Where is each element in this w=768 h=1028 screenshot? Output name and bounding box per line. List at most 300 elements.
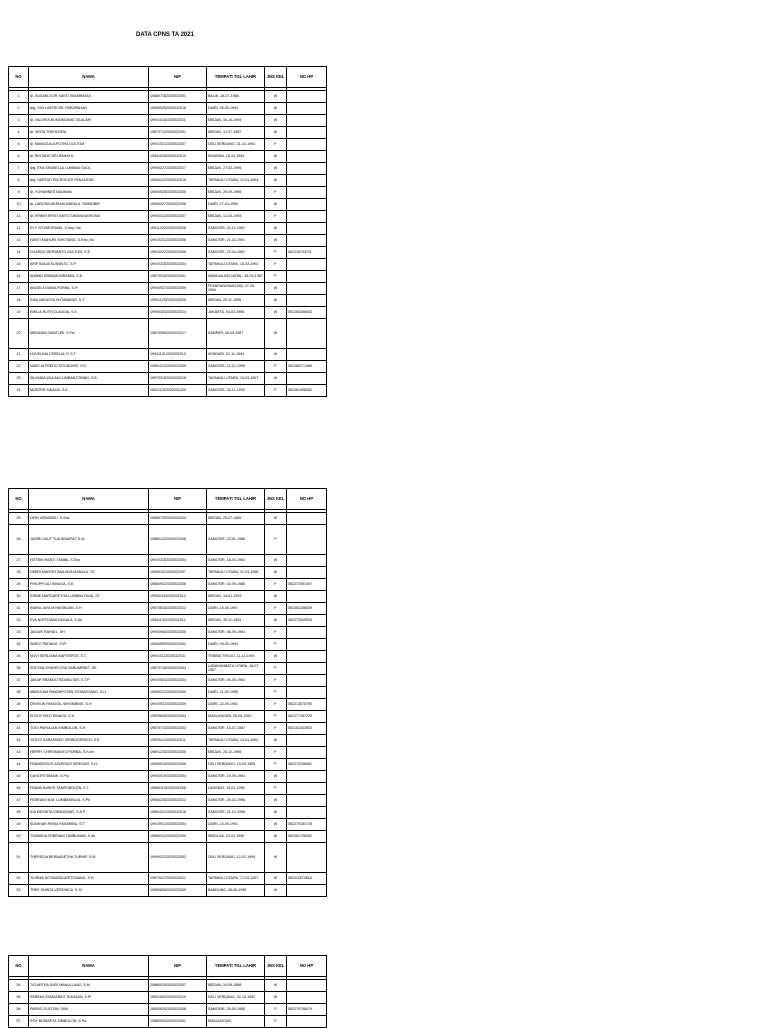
cell-ttl: MEDAN, 16-10-1994 (207, 115, 265, 127)
cell-nip: 198809192020032007 (149, 980, 207, 992)
cell-ttl: LANGKAT, 19-01-1996 (207, 783, 265, 795)
cell-jk: P (265, 747, 287, 759)
cell-nip: 199503042020032014 (149, 307, 207, 319)
cell-hp (287, 651, 327, 663)
cell-ttl: SAMOSIR, 21-02-1991 (207, 235, 265, 247)
cell-hp (287, 663, 327, 675)
cell-nama: SOFYAN SYAHPUTRA SARUMPAET, SE (29, 663, 149, 675)
cell-nama: INDRA JAYA M HASIBUAN, S.H (29, 603, 149, 615)
cell-nip: 199602242020032009 (149, 831, 207, 843)
header-row (9, 956, 327, 977)
cell-nip: 199502212020031009 (149, 687, 207, 699)
table-row (9, 163, 327, 175)
cell-jk: P (265, 139, 287, 151)
table-row (9, 663, 327, 675)
cell-ttl: DAIRI, 15-08-1997 (207, 603, 265, 615)
cell-jk: P (265, 247, 287, 259)
table-row (9, 199, 327, 211)
cell-nip: 199112202020032008 (149, 223, 207, 235)
cell-jk: W (265, 127, 287, 139)
cell-hp: 082211874816 (287, 873, 327, 885)
cell-ttl: DAIRI, 22-09-1992 (207, 699, 265, 711)
cell-nip: 199301162020032012 (149, 591, 207, 603)
cell-ttl: SIBOLGA, 24-02-1996 (207, 831, 265, 843)
cell-jk: W (265, 307, 287, 319)
cell-nama: YESSY SARASWATI SIRINGORINGO, S.E. (29, 735, 149, 747)
cell-jk: P (265, 663, 287, 675)
cell-no: 39 (9, 699, 29, 711)
cell-no: 41 (9, 723, 29, 735)
cell-no: 53 (9, 885, 29, 897)
cell-nama: DEIN VERAWATI, S.Sos (29, 513, 149, 525)
cell-nama: dr. ERWIN KRISTIANTO SIMANGUNSONG (29, 211, 149, 223)
cell-no: 16 (9, 271, 29, 283)
header-ttl: TEMPATI TGL LAHIR (207, 956, 265, 977)
cell-nama: dr. MANGGALA PUTRA GULTOM (29, 139, 149, 151)
cell-nama: SUMIHAR RISNA PASARIBU, S.T. (29, 819, 149, 831)
cell-nama: TIOMAIDA FEBRIANI TAMBUNAN, S.Ak (29, 831, 149, 843)
cell-nama: SIMEO PADANG, S.Pt (29, 639, 149, 651)
cell-nama: EVA NOPITAMIA SAGALA, S.Ak (29, 615, 149, 627)
cell-hp (287, 295, 327, 307)
table-row (9, 115, 327, 127)
cell-hp (287, 283, 327, 295)
cell-nama: TIURMA HOTMAIDA ARITONANG, S.H. (29, 873, 149, 885)
cell-jk: P (265, 639, 287, 651)
cell-ttl: MEDAN, 29-11-1995 (207, 295, 265, 307)
cell-nip: 199410182020032010 (149, 151, 207, 163)
cell-nama: drg. VIVI LINITRI BR. PARAPAHAN (29, 103, 149, 115)
cell-jk: P (265, 687, 287, 699)
table-row (9, 639, 327, 651)
cell-jk: P (265, 579, 287, 591)
header-jk: JNS KEL (265, 489, 287, 510)
cell-hp (287, 115, 327, 127)
cell-no: 2 (9, 103, 29, 115)
cell-hp (287, 843, 327, 873)
cell-no: 14 (9, 247, 29, 259)
cell-nip: 199601192020031006 (149, 783, 207, 795)
cell-nama: PARNO GULTOM, SKM (29, 1004, 149, 1016)
table-row (9, 373, 327, 385)
cell-nama: ROY BUDIARTA SIMBOLON, S.Pa. (29, 1016, 149, 1028)
cell-no: 46 (9, 783, 29, 795)
cell-nip: 199203182020031004 (149, 259, 207, 271)
table-row (9, 567, 327, 579)
cell-no: 7 (9, 163, 29, 175)
cell-no: 12 (9, 223, 29, 235)
table-row (9, 259, 327, 271)
cell-nip: 199508082020032009 (149, 885, 207, 897)
cell-no: 40 (9, 711, 29, 723)
table-row (9, 1004, 327, 1016)
header-nip: NIP (149, 67, 207, 88)
cell-nama: HERRY CHRISMANTO PURBA, S.Kom (29, 747, 149, 759)
cell-jk: W (265, 873, 287, 885)
cell-jk: P (265, 211, 287, 223)
table-row (9, 91, 327, 103)
cell-ttl: DAIRI, 21-02-1995 (207, 687, 265, 699)
table-row (9, 271, 327, 283)
cell-nama: FRANS BAKER TAMPUBOLON, S.T. (29, 783, 149, 795)
cell-nama: drg. HARTATI RIA ROGATI PANJAITAN (29, 175, 149, 187)
cell-nip: 199209222020031009 (149, 699, 207, 711)
cell-no: 33 (9, 627, 29, 639)
cell-hp (287, 175, 327, 187)
table-row (9, 513, 327, 525)
cell-jk: W (265, 163, 287, 175)
cell-nama: FRANSISKUS XAVERIUS SIREGAR, S.H (29, 759, 149, 771)
cell-nip: 199304122020031007 (149, 211, 207, 223)
table-row (9, 1016, 327, 1028)
cell-ttl: EMALUNGUN, 05-06-1992 (207, 711, 265, 723)
cell-no: 56 (9, 1004, 29, 1016)
cell-nip: 199102212020032008 (149, 235, 207, 247)
cell-jk: P (265, 723, 287, 735)
cell-nip: 198809042020031002 (149, 1016, 207, 1028)
cell-jk: P (265, 1016, 287, 1028)
cell-hp (287, 885, 327, 897)
cell-nama: NAEK ALFREDO SITUNGKIR, S.E. (29, 361, 149, 373)
cell-jk: W (265, 319, 287, 349)
cell-nip: 198601232020031006 (149, 525, 207, 555)
cell-jk: W (265, 615, 287, 627)
cell-nama: TREE SHINTA VERONICA, S.Si (29, 885, 149, 897)
cell-nama: DENSON PANGGIL SIHOMBING, S.H. (29, 699, 149, 711)
cell-hp (287, 555, 327, 567)
cell-ttl: SAMOSIR, 21-10-1996 (207, 807, 265, 819)
cell-hp: 081260271469 (287, 361, 327, 373)
cell-jk: W (265, 992, 287, 1004)
cell-nama: TOGI PARULIAN SIMBOLON, S.H. (29, 723, 149, 735)
cell-hp (287, 151, 327, 163)
cpns-table-page-3 (8, 955, 327, 1028)
cell-jk: P (265, 525, 287, 555)
cell-nip: 199602252020032012 (149, 795, 207, 807)
table-row (9, 591, 327, 603)
cell-nama: MUNTER SINAGA, S.E. (29, 385, 149, 397)
table-row (9, 759, 327, 771)
cell-no: 21 (9, 349, 29, 361)
cell-jk: P (265, 271, 287, 283)
table-row (9, 747, 327, 759)
cell-hp (287, 591, 327, 603)
cell-nip: 199203182020032004 (149, 555, 207, 567)
cell-nip: 199109132020032004 (149, 819, 207, 831)
cell-nama: FEBRIANI N.M. LUMBANRAJA, S.Pk (29, 795, 149, 807)
cell-hp: 081210703711 (287, 247, 327, 259)
table-row (9, 127, 327, 139)
cell-no: 19 (9, 307, 29, 319)
cell-no: 55 (9, 992, 29, 1004)
cell-ttl: MEDAN, 12-07-1987 (207, 127, 265, 139)
cell-jk: P (265, 259, 287, 271)
cell-hp (287, 1016, 327, 1028)
cell-nama: DUARDO HERVANTO GULTOM, S.E (29, 247, 149, 259)
cell-nama: dr. YOHANNES NAUMAN (29, 187, 149, 199)
cell-hp (287, 139, 327, 151)
cpns-table-page-1 (8, 66, 327, 397)
cell-no: 17 (9, 283, 29, 295)
cell-nama: GAYATRI SIMAIK, S.Psi (29, 771, 149, 783)
header-nip: NIP (149, 489, 207, 510)
table-row (9, 103, 327, 115)
cell-hp: 081277157229 (287, 711, 327, 723)
table-row (9, 385, 327, 397)
table-row (9, 819, 327, 831)
table-row (9, 807, 327, 819)
cell-nama: JAKAP BRANDO SIDABUTAR, S.T.P (29, 675, 149, 687)
cell-nama: dr. SUSANI DOR SANTI SIMARMATA (29, 91, 149, 103)
cell-nip: 199708152020031012 (149, 603, 207, 615)
cell-ttl: MEDAN, 30-11-1994 (207, 615, 265, 627)
cell-hp (287, 513, 327, 525)
cell-jk: W (265, 513, 287, 525)
cell-nama: HANTI MUHURI SIHOTANG, S.Kep.,Ns (29, 235, 149, 247)
cell-jk: W (265, 843, 287, 873)
cell-hp: 082161032803 (287, 723, 327, 735)
cell-nip: 199211302020031009 (149, 385, 207, 397)
table-row (9, 235, 327, 247)
cell-nama: dr. BINTANG SRI RAHAYU (29, 151, 149, 163)
cell-no: 54 (9, 980, 29, 992)
cell-no: 52 (9, 873, 29, 885)
cell-no: 15 (9, 259, 29, 271)
cell-nip: 199411302020032011 (149, 615, 207, 627)
cell-ttl: EMALUNGUN, (207, 1016, 265, 1028)
header-jk: JNS KEL (265, 67, 287, 88)
cell-nip: 199503312020032007 (149, 567, 207, 579)
cell-nama: DEBRI MANTRI SANJAYA MANALU, ST (29, 567, 149, 579)
cell-hp (287, 91, 327, 103)
header-no: NO (9, 489, 29, 510)
cell-ttl: MEDAN, 12-04-1993 (207, 211, 265, 223)
cell-nip: 199902212020032002 (149, 843, 207, 873)
cell-jk: W (265, 175, 287, 187)
cell-nama: THERESIA BERNADETHA TURNIP, S.M (29, 843, 149, 873)
cell-no: 30 (9, 591, 29, 603)
cell-nama: JAHIRI SAUT TUA SINURAT, S.M. (29, 525, 149, 555)
cell-ttl: KENDARI, 01-11-1994 (207, 349, 265, 361)
cell-hp: 082272051497 (287, 579, 327, 591)
cell-ttl: MEDAN, 27-02-1995 (207, 163, 265, 175)
cell-jk: W (265, 885, 287, 897)
header-no: NO (9, 956, 29, 977)
cell-no: 11 (9, 211, 29, 223)
cell-nip: 199411112020032010 (149, 651, 207, 663)
table-row (9, 831, 327, 843)
cell-hp: 082272036081 (287, 759, 327, 771)
cell-jk: W (265, 373, 287, 385)
cell-jk: W (265, 567, 287, 579)
header-ttl: TEMPATI TGL LAHIR (207, 489, 265, 510)
cell-jk: W (265, 555, 287, 567)
cell-nip: 199610212020032016 (149, 807, 207, 819)
cell-no: 9 (9, 187, 29, 199)
cell-hp (287, 525, 327, 555)
table-row (9, 211, 327, 223)
cell-ttl: LABUHANBATU UTARA, 18-07-1987 (207, 663, 265, 675)
cell-no: 31 (9, 603, 29, 615)
cell-jk: W (265, 349, 287, 361)
cell-nip: 198609022020031008 (149, 579, 207, 591)
cell-hp (287, 373, 327, 385)
cell-ttl: KISARAN, 18-10-1994 (207, 151, 265, 163)
cell-nip: 198709062020032017 (149, 319, 207, 349)
cell-hp (287, 771, 327, 783)
cell-ttl: TAPANULI UTARA, 18-03-1992 (207, 259, 265, 271)
cell-ttl: MEDAN, 19-09-1988 (207, 980, 265, 992)
cell-nip: 199404122020032015 (149, 175, 207, 187)
cell-jk: P (265, 385, 287, 397)
table-row (9, 783, 327, 795)
table-row (9, 723, 327, 735)
cell-nama: ELROY ISKO SINAGA, S.H. (29, 711, 149, 723)
cell-ttl: SAMOSIR, 30-11-1992 (207, 385, 265, 397)
cell-jk: W (265, 103, 287, 115)
cell-nip: 199509192020031005 (149, 759, 207, 771)
cell-nama: TIO ARTHA SARI MANULLANG, S.M (29, 980, 149, 992)
cell-nama: EVY SITUMORANG, S.Kep.,Ns (29, 223, 149, 235)
cell-ttl: DELI SERDANG, 02-10-1992 (207, 992, 265, 1004)
cell-ttl: SAMOSIR, 04-05-1992 (207, 675, 265, 687)
cell-hp (287, 687, 327, 699)
cell-nip: 199210022020032010 (149, 992, 207, 1004)
table-row (9, 735, 327, 747)
cell-hp (287, 795, 327, 807)
header-nama: NAMA (29, 67, 149, 88)
cell-nama: RIENE MARGARETHA LUMBAN RAJA, ST (29, 591, 149, 603)
cell-nip: 199509262020032016 (149, 103, 207, 115)
cell-no: 47 (9, 795, 29, 807)
cell-nip: 199004272020032006 (149, 199, 207, 211)
table-row (9, 627, 327, 639)
header-hp: NO HP (287, 956, 327, 977)
cell-nama: EMILIA RUTH CLAUDIA, S.E. (29, 307, 149, 319)
cell-nama: MARULAM PANDAPOTAN SITANGGANG, S.H (29, 687, 149, 699)
separator-cell: * (149, 510, 207, 513)
cell-jk: P (265, 783, 287, 795)
cell-no: 25 (9, 513, 29, 525)
cell-no: 43 (9, 747, 29, 759)
header-row (9, 67, 327, 88)
cell-nama: dr. VALERIA BUMONDANG SILALAHI (29, 115, 149, 127)
cell-no: 29 (9, 579, 29, 591)
cell-hp (287, 567, 327, 579)
cell-jk: W (265, 980, 287, 992)
cpns-table-page-2 (8, 488, 327, 897)
cell-nip: 199409272020032009 (149, 283, 207, 295)
cell-hp (287, 807, 327, 819)
cell-no: 4 (9, 127, 29, 139)
cell-jk: P (265, 603, 287, 615)
cell-jk: P (265, 361, 287, 373)
cell-hp: 081260286933 (287, 307, 327, 319)
header-nama: NAMA (29, 489, 149, 510)
header-jk: JNS KEL (265, 956, 287, 977)
cell-nip: 198707122020032001 (149, 127, 207, 139)
cell-jk: W (265, 735, 287, 747)
table-row (9, 603, 327, 615)
cell-ttl: TAPANULI UTARA, 31-03-1995 (207, 567, 265, 579)
cell-nip: 199104222020031005 (149, 247, 207, 259)
table-row (9, 139, 327, 151)
cell-ttl: TAPANULI UTARA, 14-04-1992 (207, 735, 265, 747)
table-row (9, 283, 327, 295)
cell-nip: 199502272020032017 (149, 163, 207, 175)
cell-ttl: TEBING TINGGI, 11-11-1994 (207, 651, 265, 663)
cell-nama: MIRANDA SIANTURI, S.Psi (29, 319, 149, 349)
table-row (9, 885, 327, 897)
cell-hp (287, 127, 327, 139)
table-row (9, 223, 327, 235)
cell-ttl: SAMOSIR, 06-09-1993 (207, 627, 265, 639)
cell-no: 36 (9, 663, 29, 675)
cell-jk: P (265, 187, 287, 199)
cell-jk: W (265, 807, 287, 819)
cell-no: 5 (9, 139, 29, 151)
cell-hp (287, 163, 327, 175)
cell-no: 13 (9, 235, 29, 247)
cell-jk: P (265, 759, 287, 771)
cell-ttl: DELI SERDANG, 19-09-1995 (207, 759, 265, 771)
cell-jk: W (265, 151, 287, 163)
table-row (9, 980, 327, 992)
cell-nama: NOVELINA CERELIA, P. S.T. (29, 349, 149, 361)
cell-jk: W (265, 223, 287, 235)
cell-hp (287, 735, 327, 747)
cell-nama: dr. LABORA MERIAM MARIA A. SIMBOBIR (29, 199, 149, 211)
cell-ttl: SAMOSIR, 23-01-1986 (207, 525, 265, 555)
cell-hp (287, 783, 327, 795)
cell-ttl: SAMOSIR, 20-12-1991 (207, 223, 265, 235)
cell-nama: ARIF BADIA SUSANTO, S.P. (29, 259, 149, 271)
table-row (9, 579, 327, 591)
cell-jk: W (265, 235, 287, 247)
table-row (9, 687, 327, 699)
cell-no: 10 (9, 199, 29, 211)
cell-hp (287, 199, 327, 211)
cell-nip: 199309192020032004 (149, 771, 207, 783)
table-row (9, 615, 327, 627)
cell-no: 49 (9, 819, 29, 831)
header-hp: NO HP (287, 489, 327, 510)
cell-ttl: MEDAN, 28-09-1989 (207, 187, 265, 199)
cell-hp (287, 639, 327, 651)
cell-hp (287, 211, 327, 223)
cell-hp (287, 187, 327, 199)
cell-hp (287, 235, 327, 247)
cell-nama: drg. EKA GRASELLA LUMBAN GAOL (29, 163, 149, 175)
cell-no: 28 (9, 567, 29, 579)
header-hp: NO HP (287, 67, 327, 88)
cell-no: 22 (9, 361, 29, 373)
table-row (9, 795, 327, 807)
cell-nip: 199704172020032012 (149, 873, 207, 885)
header-ttl: TEMPATI TGL LAHIR (207, 67, 265, 88)
cell-ttl: BALIK, 18-07-1988 (207, 91, 265, 103)
cell-no: 38 (9, 687, 29, 699)
cell-nip: 199309062020031005 (149, 627, 207, 639)
cell-hp: 082361726352 (287, 831, 327, 843)
cell-hp: 082272649933 (287, 615, 327, 627)
cell-hp: 081363158039 (287, 603, 327, 615)
cell-ttl: DELI SERDANG, 12-02-1999 (207, 843, 265, 873)
cell-hp (287, 349, 327, 361)
cell-ttl: SAMOSIR, 02-09-1986 (207, 579, 265, 591)
cell-ttl: TAPANULI UTARA, 12-04-1994 (207, 175, 265, 187)
cell-hp: 081361098962 (287, 385, 327, 397)
